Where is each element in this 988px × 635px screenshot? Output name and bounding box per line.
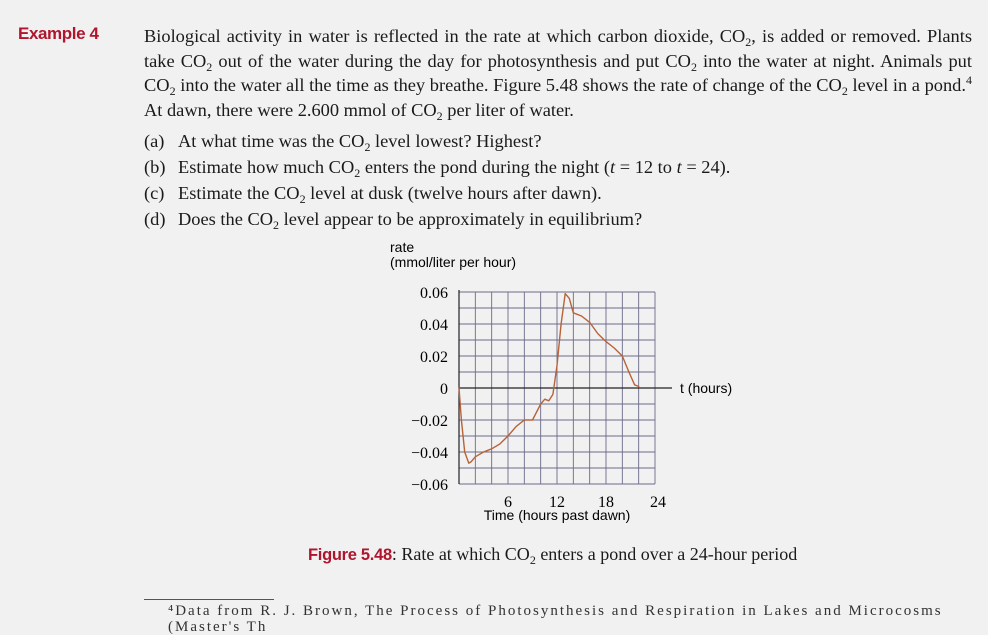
x-axis-label: Time (hours past dawn) [483, 507, 631, 523]
footnote-fragment: ⁴Data from R. J. Brown, The Process of Photosynthesis and Respiration in Lakes and Microcosms (Master's Th [168, 603, 943, 635]
y-tick-label: −0.04 [410, 445, 448, 462]
t-axis-label: t (hours) [680, 380, 733, 396]
y-tick-label: 0.04 [420, 317, 448, 334]
y-axis-label-line2: (mmol/liter per hour) [390, 254, 517, 270]
y-tick-label: 0 [440, 381, 448, 398]
question-a: (a) At what time was the $CO_2$ level lowest? Highest? [144, 131, 542, 154]
y-tick-label: −0.06 [410, 477, 448, 494]
question-b: (b) Estimate how much $CO_2$ enters the pond during the night (t = 12 to t = 24). [144, 157, 731, 180]
x-tick-label: 12 [549, 494, 565, 511]
example-label: Example 4 [18, 24, 99, 43]
figure-caption: Figure 5.48: Rate at which $CO_2$ enters a pond over a 24-hour period [308, 544, 798, 567]
chart-tick-labels [411, 285, 666, 511]
question-d: (d) Does the $CO_2$ level appear to be approximately in equilibrium? [144, 209, 643, 232]
chart-axes [459, 290, 672, 484]
x-tick-label: 24 [650, 494, 666, 511]
series-line-rate [459, 294, 639, 464]
x-tick-label: 18 [598, 494, 614, 511]
footnote-ref[interactable]: 4 [965, 73, 972, 88]
chart-series [459, 294, 639, 464]
footnote-rule [144, 599, 274, 600]
figure-label: Figure 5.48 [308, 546, 392, 564]
y-axis-label-line1: rate [390, 239, 415, 255]
y-tick-label: −0.02 [410, 413, 448, 430]
question-c: (c) Estimate the $CO_2$ level at dusk (twelve hours after dawn). [144, 183, 602, 206]
y-tick-label: 0.06 [420, 285, 448, 302]
x-tick-label: 6 [504, 494, 512, 511]
y-tick-label: 0.02 [420, 349, 448, 366]
problem-paragraph: Biological activity in water is reflected in the rate at which carbon dioxide, $CO_2$, is added or removed. Plants take $CO_2$ out of the water during the day for photosynthesis and put $CO_2$ into the water at night. Animals put $CO_2$ into the water all the time as they breathe. Figure 5.48 shows the rate of change of the $CO_2$ level in a pond.$^4$ At dawn, there were 2.600 mmol of $CO_2$ per liter of water. [144, 26, 973, 123]
